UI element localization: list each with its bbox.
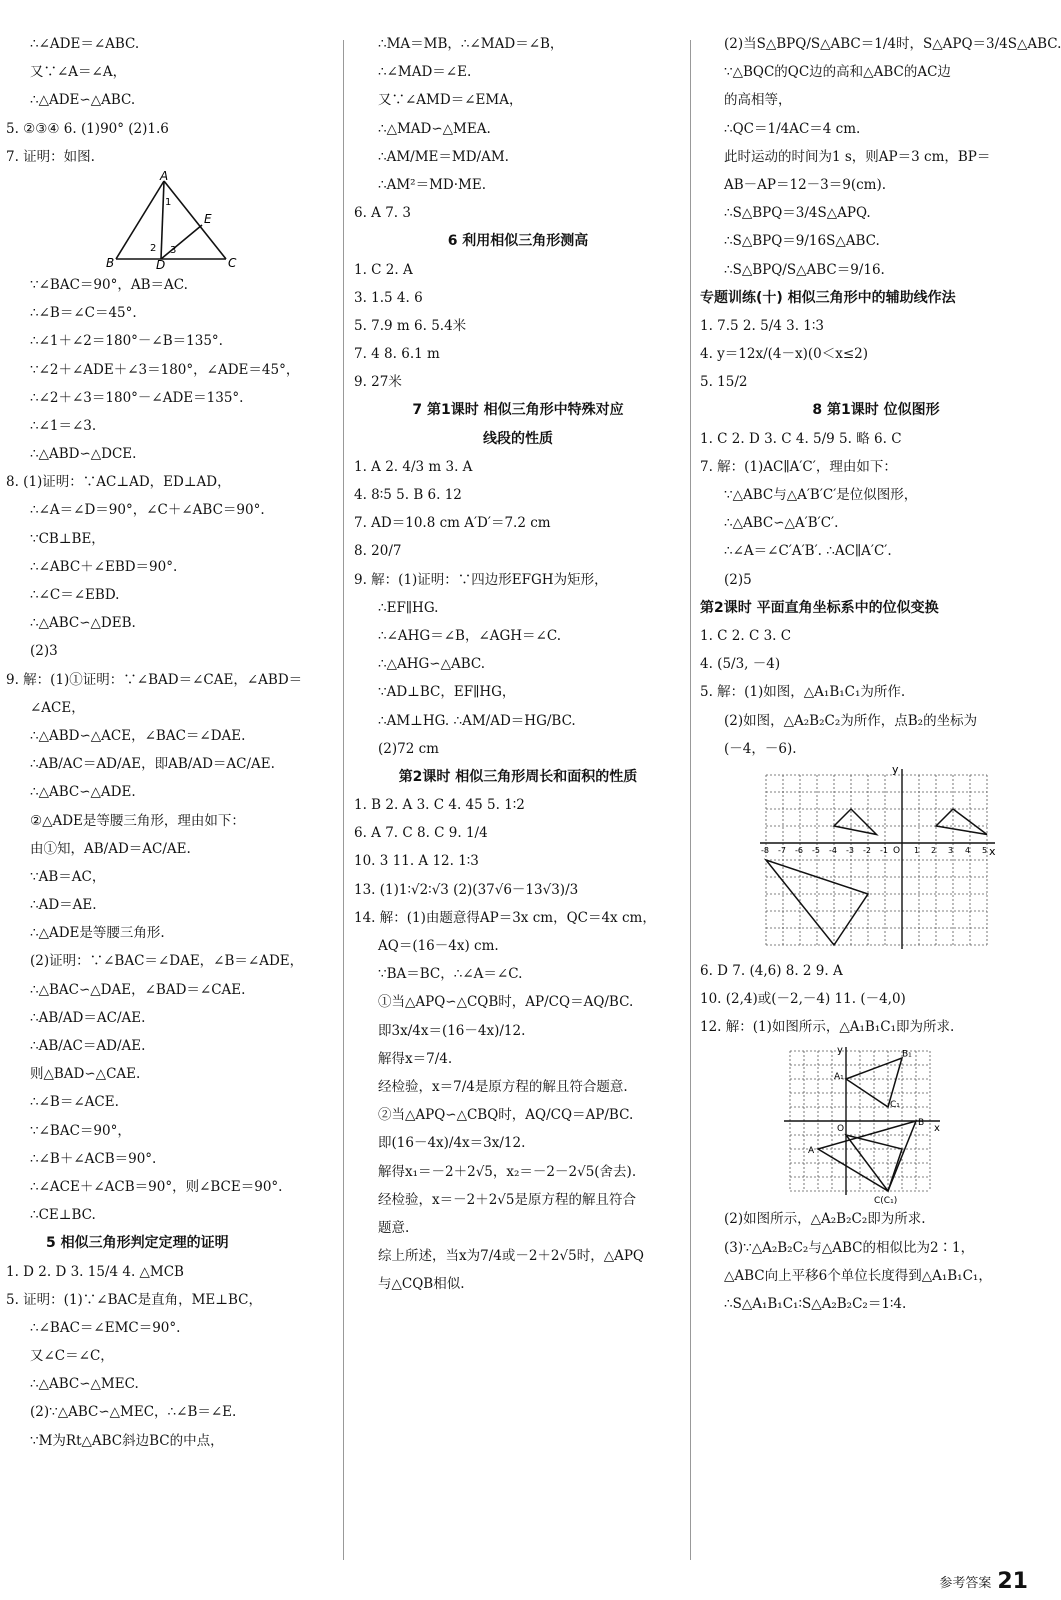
answer-line: ∴∠AHG＝∠B，∠AGH＝∠C. (378, 627, 562, 644)
fig7-label-2: 2 (150, 242, 157, 254)
answer-line: 即(16－4x)/4x＝3x/12. (378, 1135, 526, 1152)
answer-line: ∵CB⊥BE， (30, 530, 105, 547)
answer-line: 解得x₁＝－2＋2√5，x₂＝－2－2√5(舍去). (378, 1163, 637, 1180)
figure-grid-q12 (700, 1043, 1052, 1207)
figure-triangle-q7 (6, 168, 336, 272)
answer-column-2 (354, 30, 682, 1570)
answer-line: ②当△APQ∽△CBQ时，AQ/CQ＝AP/BC. (378, 1107, 634, 1124)
label-b1: B₁ (902, 1050, 912, 1061)
label-c1: C₁ (890, 1100, 900, 1111)
answer-line: ∴△ABC∽△MEC. (30, 1376, 139, 1393)
answer-line: AQ＝(16－4x) cm. (378, 938, 499, 954)
footer-label: 参考答案 (939, 1576, 992, 1591)
answer-line: ∴∠A＝∠D＝90°，∠C＋∠ABC＝90°. (30, 502, 265, 519)
page-number: 21 (997, 1569, 1028, 1594)
answer-line: 又∵∠A＝∠A， (30, 64, 127, 81)
section-heading-8-lesson2: 第2课时 平面直角坐标系中的位似变换 (700, 599, 939, 616)
x-tick-label: -6 (795, 845, 803, 855)
answer-line: ∴△MAD∽△MEA. (378, 120, 491, 137)
section-heading-7-lesson2: 第2课时 相似三角形周长和面积的性质 (398, 768, 638, 785)
answer-line: 1. A 2. 4/3 m 3. A (354, 458, 473, 475)
triangle-abc (936, 809, 987, 835)
answer-line: AB－AP＝12－3＝9(cm). (724, 176, 887, 193)
answer-line: ∵∠BAC＝90°， (30, 1122, 131, 1139)
answer-line: ∴∠C＝∠EBD. (30, 587, 120, 603)
answer-line: 综上所述，当x为7/4或－2＋2√5时，△APQ (378, 1248, 644, 1265)
answer-line: ∴S△BPQ＝9/16S△ABC. (724, 233, 880, 250)
answer-line: ∴△ADE是等腰三角形. (30, 925, 165, 942)
answer-line: 与△CQB相似. (378, 1276, 465, 1293)
answer-line: (2)3 (30, 643, 58, 660)
column-divider-1 (343, 40, 344, 1560)
answer-line: ∴△ABC∽△DEB. (30, 615, 136, 632)
answer-line: ∴△BAC∽△DAE，∠BAD＝∠CAE. (30, 981, 246, 998)
answer-line: ∴EF∥HG. (378, 599, 439, 616)
x-tick-label: -8 (761, 845, 769, 855)
answer-line: 10. (2,4)或(－2,－4) 11. (－4,0) (700, 991, 906, 1008)
figure-grid-q5 (700, 762, 1052, 955)
x-tick-label: 1 (914, 845, 920, 855)
label-b: B (918, 1118, 925, 1129)
answer-line: ∴△ABD∽△ACE，∠BAC＝∠DAE. (30, 727, 246, 744)
answer-line: ∴∠BAC＝∠EMC＝90°. (30, 1319, 181, 1336)
answer-line: 14. 解：(1)由题意得AP＝3x cm，QC＝4x cm， (354, 909, 656, 926)
x-tick-label: 5 (982, 845, 988, 855)
answer-line: ②△ADE是等腰三角形，理由如下： (30, 812, 245, 829)
triangle-a2b2c2 (818, 1121, 916, 1191)
section-heading-5: 5 相似三角形判定定理的证明 (46, 1235, 229, 1252)
triangle-a1b1c1 (834, 809, 877, 835)
answer-line: 6. A 7. 3 (354, 205, 411, 222)
axis-label-y: y (837, 1045, 843, 1057)
x-tick-label: -1 (880, 845, 888, 855)
answer-line: 12. 解：(1)如图所示，△A₁B₁C₁即为所求. (700, 1019, 955, 1036)
answer-column-3 (700, 30, 1061, 1570)
answer-line: 10. 3 11. A 12. 1∶3 (354, 853, 479, 870)
answer-line: 5. 7.9 m 6. 5.4米 (354, 317, 467, 334)
answer-line: (2)72 cm (378, 740, 439, 757)
answer-line: 4. y＝12x/(4－x)(0＜x≤2) (700, 346, 869, 363)
answer-line: 4. (5/3, －4) (700, 656, 781, 673)
answer-line: 8. (1)证明：∵AC⊥AD，ED⊥AD， (6, 474, 231, 491)
answer-line: (2)∵△ABC∽△MEC，∴∠B＝∠E. (30, 1404, 237, 1421)
label-a: A (808, 1146, 815, 1157)
answer-line: 6. A 7. C 8. C 9. 1/4 (354, 825, 488, 842)
answer-line: 即3x/4x＝(16－4x)/12. (378, 1022, 526, 1039)
answer-line: ∴∠B＋∠ACB＝90°. (30, 1150, 157, 1167)
answer-line: ∴AB/AD＝AC/AE. (30, 1009, 146, 1026)
answer-line: 又∵∠AMD＝∠EMA， (378, 92, 523, 109)
answer-line: ∴∠2＋∠3＝180°－∠ADE＝135°. (30, 389, 244, 406)
section-heading-8: 8 第1课时 位似图形 (812, 402, 940, 419)
axis-label-x: x (934, 1123, 940, 1135)
x-tick-label: -2 (863, 845, 871, 855)
answer-line: (2)当S△BPQ/S△ABC＝1/4时，S△APQ＝3/4S△ABC. (724, 36, 1061, 52)
answer-line: ∴S△BPQ/S△ABC＝9/16. (724, 261, 885, 278)
answer-line: 9. 27米 (354, 374, 402, 391)
answer-line: 5. 15/2 (700, 374, 748, 391)
answer-line: ∴AM²＝MD·ME. (378, 176, 486, 193)
answer-line: 13. (1)1∶√2∶√3 (2)(37√6－13√3)/3 (354, 881, 579, 898)
answer-line: 7. 解：(1)AC∥A′C′，理由如下： (700, 458, 897, 475)
x-tick-label: -5 (812, 845, 820, 855)
x-tick-label: -7 (778, 845, 786, 855)
answer-line: 7. AD＝10.8 cm A′D′＝7.2 cm (354, 515, 551, 532)
answer-line: 此时运动的时间为1 s，则AP＝3 cm，BP＝ (724, 148, 991, 165)
answer-line: 9. 解：(1)①证明：∵∠BAD＝∠CAE，∠ABD＝ (6, 671, 303, 688)
answer-line: ∴QC＝1/4AC＝4 cm. (724, 120, 861, 137)
answer-line: ∴AM⊥HG. ∴AM/AD＝HG/BC. (378, 712, 576, 729)
answer-line: ∴∠A＝∠C′A′B′. ∴AC∥A′C′. (724, 543, 892, 560)
fig7-label-c: C (228, 255, 237, 270)
answer-line: ∵AB＝AC， (30, 868, 106, 885)
answer-line: ∴AB/AC＝AD/AE. (30, 1038, 146, 1054)
answer-line: ∴MA＝MB，∴∠MAD＝∠B， (378, 36, 564, 52)
answer-line: 则△BAD∽△CAE. (30, 1066, 141, 1083)
answer-line: ∵∠2＋∠ADE＋∠3＝180°，∠ADE＝45°， (30, 361, 300, 378)
answer-line: ∵∠BAC＝90°，AB＝AC. (30, 276, 188, 293)
x-tick-label: 3 (948, 845, 954, 855)
answer-line: 5. 解：(1)如图，△A₁B₁C₁为所作. (700, 684, 906, 701)
answer-line: ∴△ABC∽△A′B′C′. (724, 515, 839, 532)
answer-line: 1. C 2. A (354, 261, 413, 278)
section-heading-6: 6 利用相似三角形测高 (447, 233, 589, 250)
answer-line: ∴∠B＝∠C＝45°. (30, 305, 137, 322)
label-a1: A₁ (834, 1072, 844, 1083)
answer-line: (－4，－6). (724, 740, 797, 757)
answer-line: ∴△ADE∽△ABC. (30, 92, 136, 109)
answer-line: 8. 20/7 (354, 543, 402, 560)
answer-line: 3. 1.5 4. 6 (354, 289, 423, 306)
answer-line: △ABC向上平移6个单位长度得到△A₁B₁C₁， (724, 1267, 992, 1284)
answer-line: ∠ACE， (30, 699, 85, 716)
answer-line: 9. 解：(1)证明：∵四边形EFGH为矩形， (354, 571, 608, 588)
axis-label-x: x (989, 844, 996, 858)
answer-line: 7. 4 8. 6.1 m (354, 346, 440, 363)
answer-line: 经检验，x＝7/4是原方程的解且符合题意. (378, 1078, 628, 1095)
answer-line: ∴∠MAD＝∠E. (378, 64, 472, 81)
answer-line: ∴∠1＋∠2＝180°－∠B＝135°. (30, 333, 223, 350)
answer-line: ∴∠ACE＋∠ACB＝90°，则∠BCE＝90°. (30, 1178, 283, 1195)
answer-line: (2)如图，△A₂B₂C₂为所作，点B₂的坐标为 (724, 712, 978, 729)
answer-line: (2)5 (724, 571, 752, 588)
fig7-label-d: D (156, 257, 166, 272)
answer-line: 经检验，x＝－2＋2√5是原方程的解且符合 (378, 1191, 636, 1208)
answer-line: ∵△BQC的QC边的高和△ABC的AC边 (724, 64, 951, 81)
answer-line: ∴△AHG∽△ABC. (378, 656, 486, 673)
answer-line: 1. 7.5 2. 5/4 3. 1∶3 (700, 317, 824, 334)
answer-line: 解得x＝7/4. (378, 1050, 453, 1067)
answer-line: ∵M为Rt△ABC斜边BC的中点， (30, 1432, 224, 1449)
answer-line: 1. C 2. D 3. C 4. 5/9 5. 略 6. C (700, 430, 902, 447)
grid-lines (766, 775, 987, 945)
answer-line: ∴AM/ME＝MD/AM. (378, 148, 509, 165)
section-heading-7-subtitle: 线段的性质 (483, 430, 553, 447)
column-divider-2 (690, 40, 691, 1560)
fig7-label-b: B (106, 255, 115, 270)
answer-line: (3)∵△A₂B₂C₂与△ABC的相似比为2∶1， (724, 1239, 975, 1256)
answer-line: ∴AD＝AE. (30, 897, 97, 914)
x-tick-label: 2 (931, 845, 937, 855)
x-tick-label: -3 (846, 845, 854, 855)
answer-line: ∵AD⊥BC，EF∥HG， (378, 684, 516, 701)
answer-line: ∵△ABC与△A′B′C′是位似图形， (724, 487, 918, 503)
answer-line: 1. C 2. C 3. C (700, 627, 792, 644)
label-c: C(C₁) (874, 1196, 898, 1207)
answer-line: ∵BA＝BC，∴∠A＝∠C. (378, 966, 523, 983)
answer-line: 5. 证明：(1)∵∠BAC是直角，ME⊥BC， (6, 1291, 262, 1308)
answer-line: 5. ②③④ 6. (1)90° (2)1.6 (6, 120, 169, 137)
section-heading-special-10: 专题训练(十) 相似三角形中的辅助线作法 (700, 289, 956, 306)
origin-label: O (837, 1124, 845, 1135)
answer-column-1 (6, 30, 336, 1570)
answer-line: ①当△APQ∽△CQB时，AP/CQ＝AQ/BC. (378, 994, 634, 1011)
axis-label-y: y (892, 762, 899, 776)
answer-line: (2)证明：∵∠BAC＝∠DAE，∠B＝∠ADE， (30, 953, 304, 970)
origin-label: O (893, 845, 901, 856)
answer-line: 由①知，AB/AD＝AC/AE. (30, 840, 191, 857)
page-footer (939, 1569, 1028, 1594)
answer-line: 的高相等， (724, 92, 792, 109)
fig7-label-1: 1 (165, 196, 172, 208)
answer-line: ∴CE⊥BC. (30, 1207, 96, 1224)
answer-line: ∴∠1＝∠3. (30, 417, 97, 434)
answer-line: 题意. (378, 1219, 410, 1236)
answer-line: ∴△ABD∽△DCE. (30, 446, 137, 463)
section-heading-7-title: 7 第1课时 相似三角形中特殊对应 (412, 402, 624, 419)
answer-line: ∴∠ADE＝∠ABC. (30, 36, 140, 52)
answer-line: 4. 8∶5 5. B 6. 12 (354, 487, 462, 503)
answer-line: ∴S△BPQ＝3/4S△APQ. (724, 205, 871, 222)
answer-line: ∴△ABC∽△ADE. (30, 784, 136, 801)
answer-line: ∴∠B＝∠ACE. (30, 1094, 119, 1111)
fig7-label-3: 3 (170, 244, 177, 256)
answer-line: ∴∠ABC＋∠EBD＝90°. (30, 558, 178, 575)
answer-line: 7. 证明：如图. (6, 148, 95, 165)
answer-line: 1. B 2. A 3. C 4. 45 5. 1∶2 (354, 797, 525, 814)
x-tick-label: -4 (829, 845, 837, 855)
answer-line: ∴AB/AC＝AD/AE，即AB/AD＝AC/AE. (30, 756, 275, 773)
answer-line: 6. D 7. (4,6) 8. 2 9. A (700, 962, 843, 979)
fig7-label-a: A (160, 168, 169, 183)
answer-line: 又∠C＝∠C， (30, 1348, 114, 1365)
answer-line: 1. D 2. D 3. 15/4 4. △MCB (6, 1263, 184, 1280)
x-tick-label: 4 (965, 845, 971, 855)
answer-line: (2)如图所示，△A₂B₂C₂即为所求. (724, 1211, 926, 1228)
fig7-label-e: E (204, 211, 212, 226)
answer-line: ∴S△A₁B₁C₁∶S△A₂B₂C₂＝1∶4. (724, 1296, 907, 1312)
